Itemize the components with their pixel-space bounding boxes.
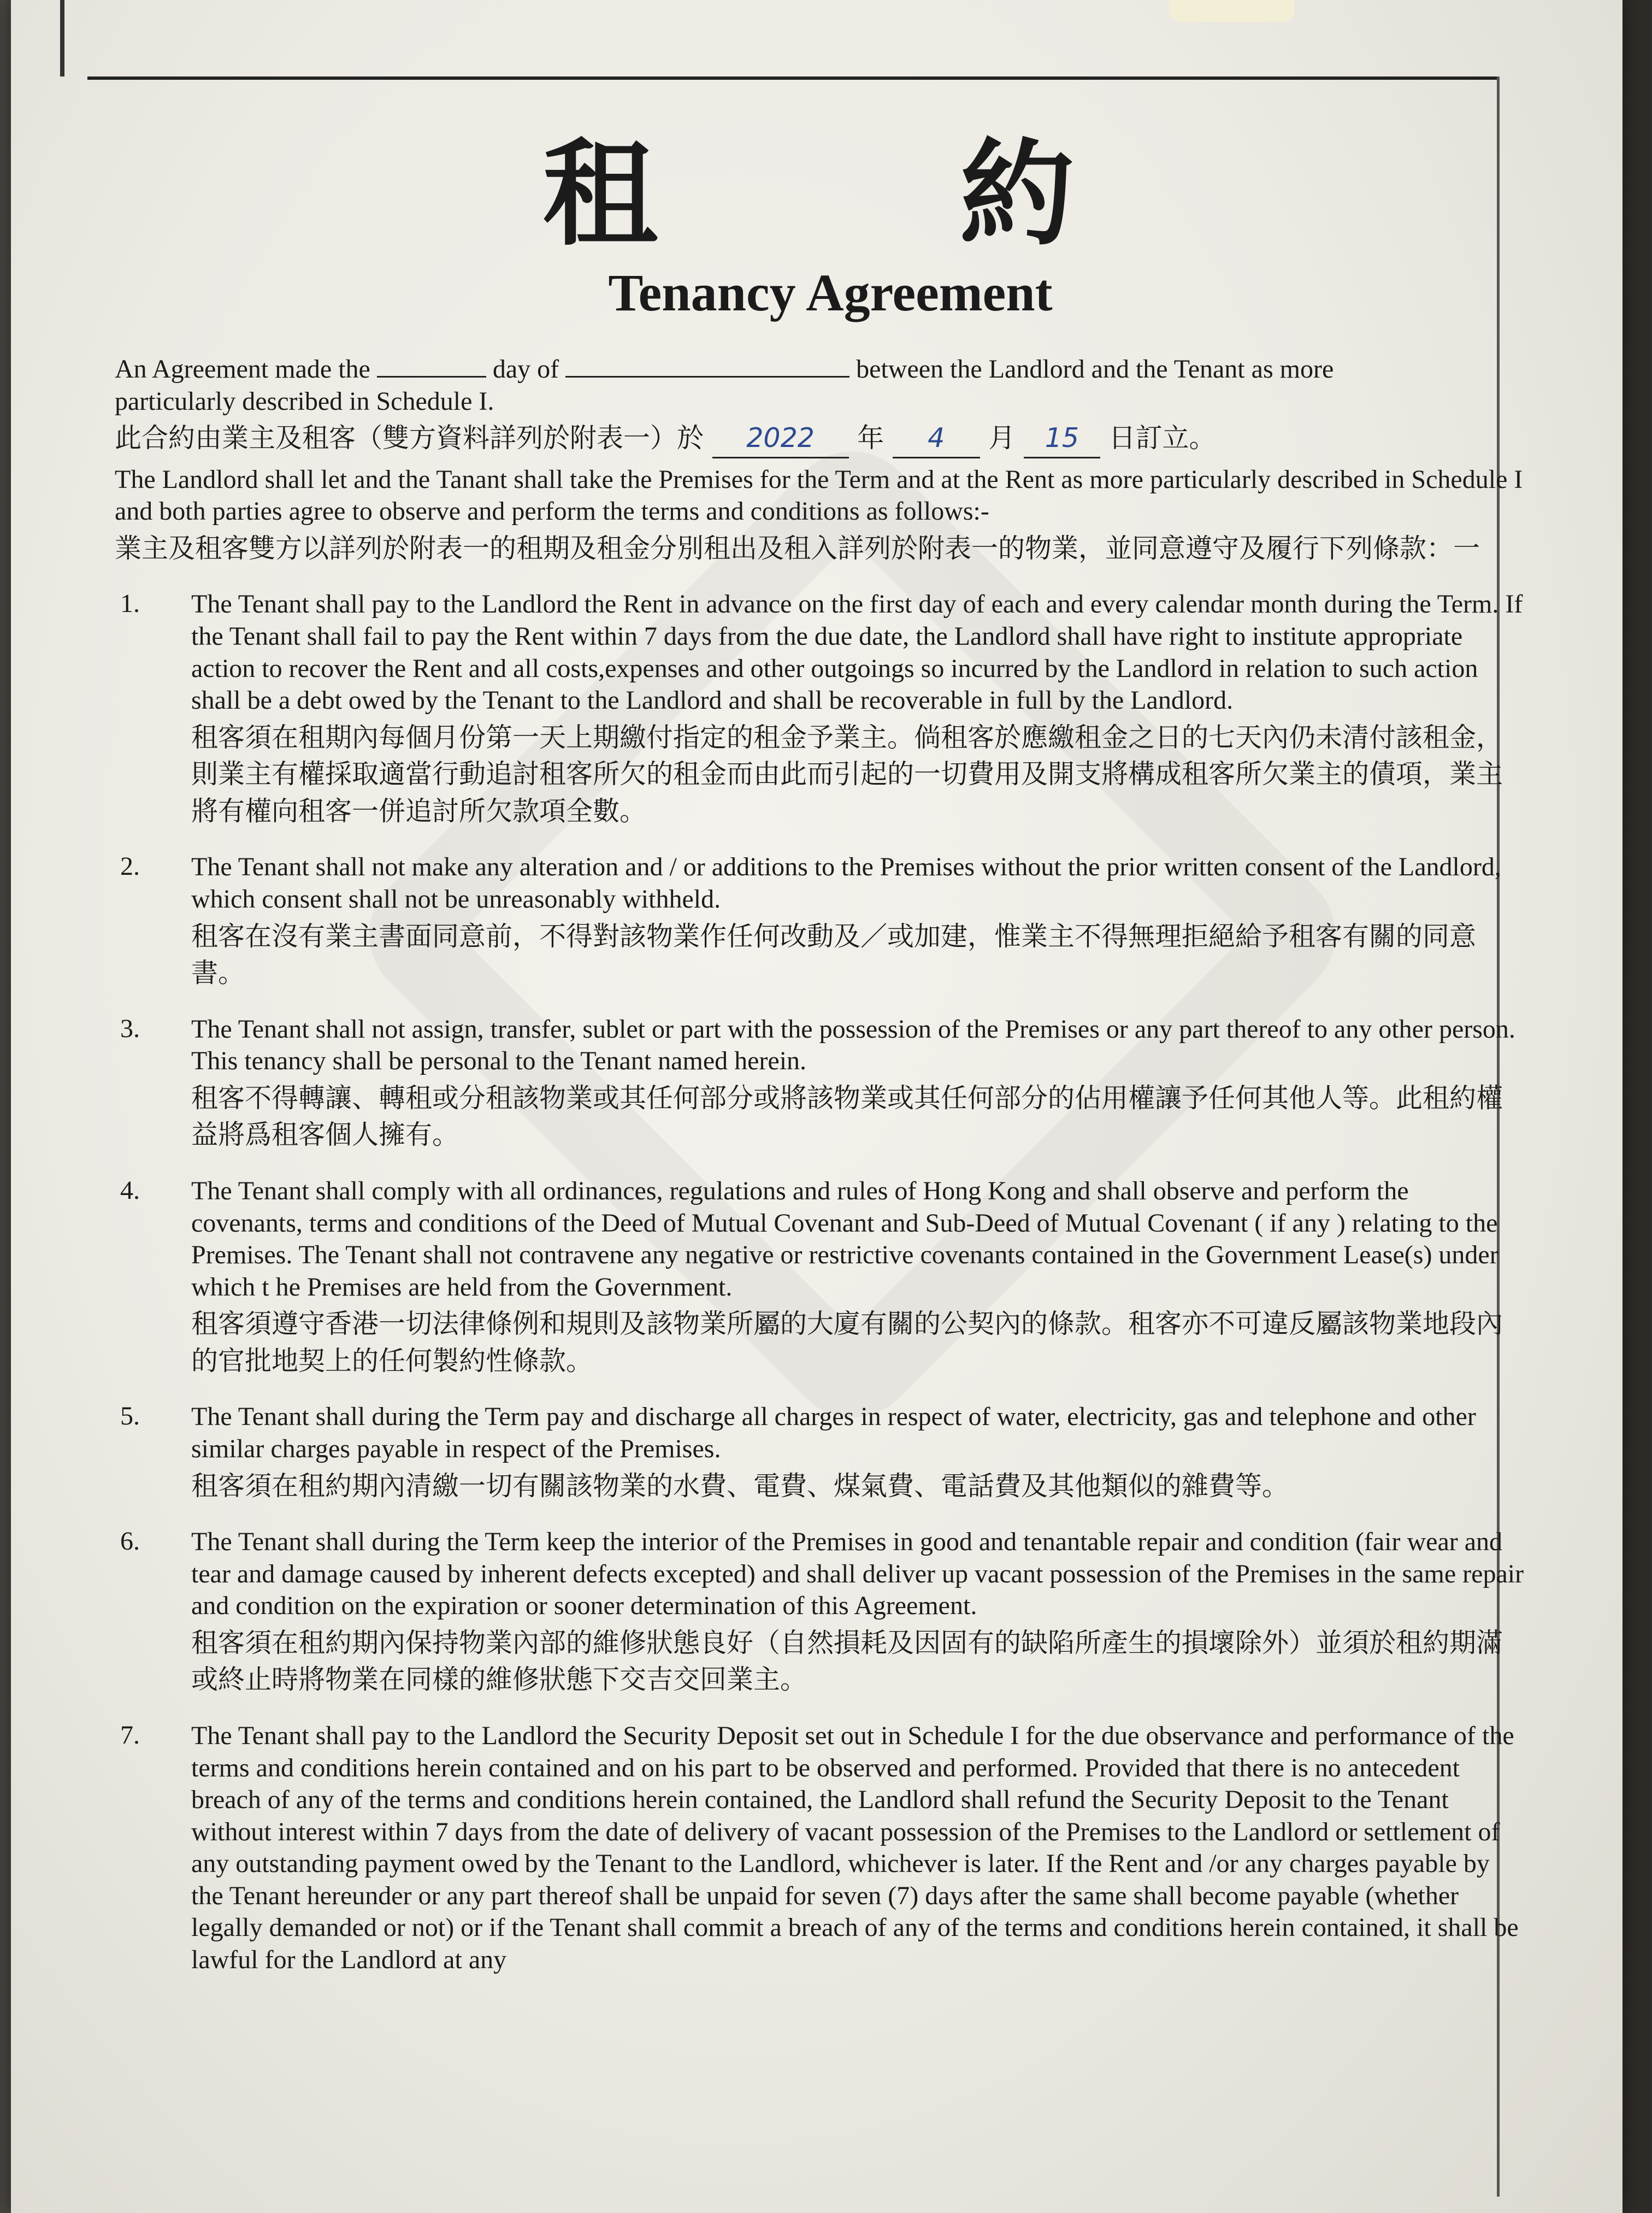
clause-english: The Tenant shall pay to the Landlord the Rent in advance on the first day of each and every calendar month during the Term. If the Tenant shall fail to pay the Rent within 7 days from the due date, the Landlord shall have right to institute appropriate action to recover the Rent and all costs,expenses and other outgoings so incurred by the Landlord in relation to such action shall be a debt owed by the Tenant to the Landlord and shall be recoverable in full by the Landlord. xyxy=(191,590,1523,715)
day-handwritten: 15 xyxy=(1024,420,1100,458)
clause-number: 4. xyxy=(120,1176,140,1205)
document-page xyxy=(11,0,1622,2213)
clause-number: 7. xyxy=(120,1721,140,1750)
clause-english: The Tenant shall pay to the Landlord the Security Deposit set out in Schedule I for the due observance and performance of the terms and conditions herein contained and on his part to be observed and performed. Provided that there is no antecedent breach of any of the terms and conditions herein contained, the Landlord shall refund the Security Deposit to the Tenant without interest within 7 days from the date of delivery of vacant possession of the Premises to the Landlord or settlement of any outstanding payment owed by the Tenant to the Landlord, whichever is later. If the Rent and /or any charges payable by the Tenant hereunder or any part thereof shall be unpaid for seven (7) days after the same shall become payable (whether legally demanded or not) or if the Tenant shall commit a breach of any of the terms and conditions herein contained, it shall be lawful for the Landlord at any xyxy=(191,1721,1519,1974)
top-rule xyxy=(87,76,1497,80)
clause-chinese: 租客須在租期內每個月份第一天上期繳付指定的租金予業主。倘租客於應繳租金之日的七天內仍未清付該租金，則業主有權採取適當行動追討租客所欠的租金而由此而引起的一切費用及開支將構成租客所欠業主的債項，業主將有權向租客一併追討所欠款項全數。 xyxy=(191,721,1503,827)
clause-2 xyxy=(115,851,1524,991)
clause-number: 5. xyxy=(120,1402,140,1431)
month-handwritten: 4 xyxy=(893,420,980,458)
let-text-chinese: 業主及租客雙方以詳列於附表一的租期及租金分別租出及租入詳列於附表一的物業，並同意遵守及履行下列條款：一 xyxy=(115,532,1480,564)
clause-english: The Tenant shall not make any alteration and / or additions to the Premises without the prior written consent of the Landlord, which consent shall not be unreasonably withheld. xyxy=(191,852,1501,914)
clause-number: 2. xyxy=(120,852,140,881)
pen-mark xyxy=(60,0,64,76)
month-blank xyxy=(565,376,849,378)
clause-number: 6. xyxy=(120,1527,140,1556)
title-english: Tenancy Agreement xyxy=(608,263,1053,322)
clause-number: 3. xyxy=(120,1014,140,1043)
clause-6 xyxy=(115,1526,1524,1698)
let-text-english: The Landlord shall let and the Tanant shall take the Premises for the Term and at the Rent as more particularly described in Schedule I and both parties agree to observe and perform the terms and conditions as follows:- xyxy=(115,464,1523,526)
clause-3 xyxy=(115,1014,1524,1153)
clause-chinese: 租客須在租約期內清繳一切有關該物業的水費、電費、煤氣費、電話費及其他類似的雜費等。 xyxy=(191,1470,1289,1502)
intro-zh-line xyxy=(115,420,1524,458)
clause-chinese: 租客在沒有業主書面同意前，不得對該物業作任何改動及／或加建，惟業主不得無理拒絕給予租客有關的同意書。 xyxy=(191,920,1477,989)
month-label: 月 xyxy=(988,422,1016,454)
intro-line xyxy=(115,354,1524,386)
clause-7 xyxy=(115,1720,1524,1976)
intro-zh-prefix: 此合約由業主及租客（雙方資料詳列於附表一）於 xyxy=(115,422,704,454)
clause-english: The Tenant shall comply with all ordinances, regulations and rules of Hong Kong and shall observe and perform the covenants, terms and conditions of the Deed of Mutual Covenant and Sub-Deed of Mutual Covenant ( if any ) relating to the Premises. The Tenant shall not contravene any negative or restrictive covenants contained in the Government Lease(s) under which t he Premises are held from the Government. xyxy=(191,1176,1498,1302)
clause-english: The Tenant shall during the Term pay and discharge all charges in respect of water, electricity, gas and telephone and other similar charges payable in respect of the Premises. xyxy=(191,1402,1476,1463)
year-label: 年 xyxy=(857,422,884,454)
clause-chinese: 租客須在租約期內保持物業內部的維修狀態良好（自然損耗及因固有的缺陷所產生的損壞除外）並須於租約期滿或終止時將物業在同樣的維修狀態下交吉交回業主。 xyxy=(191,1627,1503,1696)
particularly-text: particularly described in Schedule I. xyxy=(115,386,494,416)
document-content xyxy=(115,126,1524,1976)
clause-1 xyxy=(115,588,1524,829)
clause-english: The Tenant shall not assign, transfer, sublet or part with the possession of the Premises or any part thereof to any other person. This tenancy shall be personal to the Tenant named herein. xyxy=(191,1014,1515,1076)
clause-chinese: 租客須遵守香港一切法律條例和規則及該物業所屬的大廈有關的公契內的條款。租客亦不可違反屬該物業地段內的官批地契上的任何製約性條款。 xyxy=(191,1308,1503,1376)
agreement-made-text: An Agreement made the xyxy=(115,355,370,384)
title-chinese: 租 約 xyxy=(542,126,1206,261)
day-label: 日訂立。 xyxy=(1108,422,1216,454)
clause-number: 1. xyxy=(120,589,140,619)
sticky-note xyxy=(1169,0,1295,22)
between-text: between the Landlord and the Tenant as more xyxy=(856,355,1334,384)
clause-english: The Tenant shall during the Term keep the interior of the Premises in good and tenantable repair and condition (fair wear and tear and damage caused by inherent defects excepted) and shall deliver up vacant possession of the Premises in the same repair and condition on the expiration or sooner determination of this Agreement. xyxy=(191,1527,1524,1621)
year-handwritten: 2022 xyxy=(712,420,849,458)
day-blank xyxy=(377,376,486,378)
clause-4 xyxy=(115,1175,1524,1379)
clause-5 xyxy=(115,1401,1524,1504)
clause-chinese: 租客不得轉讓、轉租或分租該物業或其任何部分或將該物業或其任何部分的佔用權讓予任何其他人等。此租約權益將爲租客個人擁有。 xyxy=(191,1082,1503,1151)
day-of-text: day of xyxy=(492,355,559,384)
